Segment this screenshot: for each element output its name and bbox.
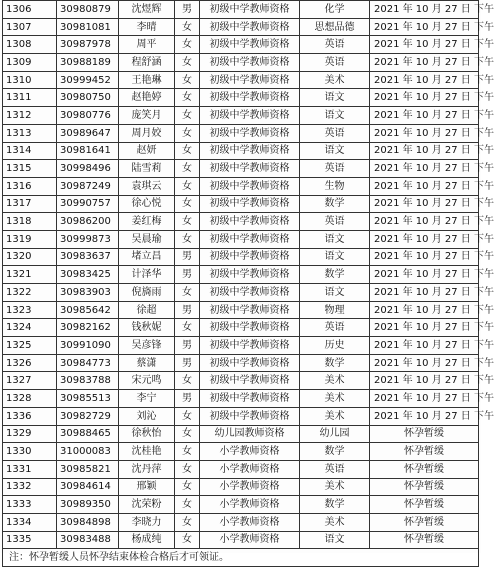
exam-id-cell: 30980776 <box>57 107 119 125</box>
qualification-cell: 初级中学教师资格 <box>200 71 300 89</box>
name-cell: 李宁 <box>119 390 175 408</box>
qualification-cell: 初级中学教师资格 <box>200 54 300 72</box>
name-cell: 周平 <box>119 36 175 54</box>
subject-cell: 语文 <box>300 89 370 107</box>
qualification-cell: 初级中学教师资格 <box>200 284 300 302</box>
name-cell: 王艳琳 <box>119 71 175 89</box>
row-number-cell: 1306 <box>3 1 57 19</box>
table-row <box>3 36 479 54</box>
exam-id-cell: 30999452 <box>57 71 119 89</box>
name-cell: 倪旖雨 <box>119 284 175 302</box>
table-row <box>3 496 479 514</box>
exam-id-cell: 30986200 <box>57 213 119 231</box>
qualification-cell: 初级中学教师资格 <box>200 1 300 19</box>
qualification-cell: 初级中学教师资格 <box>200 177 300 195</box>
subject-cell: 物理 <box>300 301 370 319</box>
date-cell: 怀孕暂缓 <box>370 531 479 549</box>
subject-cell: 英语 <box>300 213 370 231</box>
row-number-cell: 1307 <box>3 18 57 36</box>
subject-cell: 生物 <box>300 177 370 195</box>
subject-cell: 英语 <box>300 36 370 54</box>
name-cell: 吴晨瑜 <box>119 230 175 248</box>
sex-cell: 女 <box>175 478 200 496</box>
row-number-cell: 1320 <box>3 248 57 266</box>
qualification-cell: 初级中学教师资格 <box>200 301 300 319</box>
table-row <box>3 319 479 337</box>
name-cell: 徐秋怡 <box>119 425 175 443</box>
subject-cell: 数学 <box>300 443 370 461</box>
sex-cell: 女 <box>175 71 200 89</box>
table-row <box>3 284 479 302</box>
subject-cell: 英语 <box>300 54 370 72</box>
subject-cell: 思想品德 <box>300 18 370 36</box>
subject-cell: 英语 <box>300 160 370 178</box>
sex-cell: 女 <box>175 284 200 302</box>
qualification-cell: 小学教师资格 <box>200 496 300 514</box>
date-cell: 2021 年 10 月 27 日 下午 <box>370 284 479 302</box>
exam-id-cell: 30984898 <box>57 513 119 531</box>
name-cell: 吴彦锋 <box>119 337 175 355</box>
sex-cell: 女 <box>175 443 200 461</box>
table-row <box>3 390 479 408</box>
date-cell: 2021 年 10 月 27 日 下午 <box>370 107 479 125</box>
exam-id-cell: 30989647 <box>57 124 119 142</box>
exam-id-cell: 30998496 <box>57 160 119 178</box>
row-number-cell: 1331 <box>3 460 57 478</box>
exam-id-cell: 30985513 <box>57 390 119 408</box>
exam-id-cell: 30987978 <box>57 36 119 54</box>
sex-cell: 女 <box>175 195 200 213</box>
date-cell: 2021 年 10 月 27 日 下午 <box>370 89 479 107</box>
name-cell: 钱秋妮 <box>119 319 175 337</box>
date-cell: 怀孕暂缓 <box>370 460 479 478</box>
row-number-cell: 1324 <box>3 319 57 337</box>
qualification-cell: 小学教师资格 <box>200 460 300 478</box>
row-number-cell: 1317 <box>3 195 57 213</box>
sex-cell: 女 <box>175 425 200 443</box>
name-cell: 计泽华 <box>119 266 175 284</box>
name-cell: 袁琪云 <box>119 177 175 195</box>
qualification-cell: 初级中学教师资格 <box>200 160 300 178</box>
row-number-cell: 1308 <box>3 36 57 54</box>
subject-cell: 语文 <box>300 531 370 549</box>
subject-cell: 幼儿园 <box>300 425 370 443</box>
table-row <box>3 18 479 36</box>
subject-cell: 语文 <box>300 142 370 160</box>
subject-cell: 美术 <box>300 513 370 531</box>
row-number-cell: 1326 <box>3 354 57 372</box>
date-cell: 2021 年 10 月 27 日 下午 <box>370 407 479 425</box>
exam-id-cell: 30988189 <box>57 54 119 72</box>
table-row <box>3 107 479 125</box>
table-row <box>3 478 479 496</box>
name-cell: 沈煜辉 <box>119 1 175 19</box>
name-cell: 李晴 <box>119 18 175 36</box>
subject-cell: 数学 <box>300 266 370 284</box>
qualification-cell: 初级中学教师资格 <box>200 195 300 213</box>
sex-cell: 男 <box>175 266 200 284</box>
sex-cell: 男 <box>175 337 200 355</box>
date-cell: 怀孕暂缓 <box>370 443 479 461</box>
date-cell: 怀孕暂缓 <box>370 513 479 531</box>
row-number-cell: 1318 <box>3 213 57 231</box>
sex-cell: 女 <box>175 124 200 142</box>
row-number-cell: 1332 <box>3 478 57 496</box>
qualification-cell: 初级中学教师资格 <box>200 107 300 125</box>
date-cell: 2021 年 10 月 27 日 下午 <box>370 390 479 408</box>
table-row <box>3 230 479 248</box>
sex-cell: 女 <box>175 160 200 178</box>
table-row <box>3 513 479 531</box>
subject-cell: 历史 <box>300 337 370 355</box>
qualification-cell: 小学教师资格 <box>200 478 300 496</box>
qualification-cell: 初级中学教师资格 <box>200 89 300 107</box>
subject-cell: 英语 <box>300 124 370 142</box>
footnote: 注：怀孕暂缓人员怀孕结束体检合格后才可领证。 <box>3 549 479 567</box>
qualification-cell: 初级中学教师资格 <box>200 319 300 337</box>
row-number-cell: 1314 <box>3 142 57 160</box>
row-number-cell: 1334 <box>3 513 57 531</box>
subject-cell: 美术 <box>300 478 370 496</box>
date-cell: 2021 年 10 月 27 日 下午 <box>370 1 479 19</box>
date-cell: 2021 年 10 月 27 日 下午 <box>370 160 479 178</box>
subject-cell: 美术 <box>300 372 370 390</box>
name-cell: 沈荣粉 <box>119 496 175 514</box>
exam-id-cell: 30983488 <box>57 531 119 549</box>
qualification-cell: 初级中学教师资格 <box>200 18 300 36</box>
date-cell: 2021 年 10 月 27 日 下午 <box>370 54 479 72</box>
subject-cell: 美术 <box>300 407 370 425</box>
subject-cell: 语文 <box>300 230 370 248</box>
subject-cell: 化学 <box>300 1 370 19</box>
name-cell: 邢颖 <box>119 478 175 496</box>
sex-cell: 女 <box>175 319 200 337</box>
exam-id-cell: 30988465 <box>57 425 119 443</box>
exam-id-cell: 30981641 <box>57 142 119 160</box>
table-row <box>3 160 479 178</box>
exam-id-cell: 30989350 <box>57 496 119 514</box>
subject-cell: 英语 <box>300 460 370 478</box>
sex-cell: 女 <box>175 177 200 195</box>
date-cell: 怀孕暂缓 <box>370 496 479 514</box>
exam-id-cell: 30987249 <box>57 177 119 195</box>
name-cell: 沈桂艳 <box>119 443 175 461</box>
name-cell: 堵立昌 <box>119 248 175 266</box>
exam-id-cell: 30984773 <box>57 354 119 372</box>
date-cell: 2021 年 10 月 27 日 下午 <box>370 337 479 355</box>
exam-id-cell: 30980879 <box>57 1 119 19</box>
name-cell: 徐超 <box>119 301 175 319</box>
results-table <box>2 0 494 567</box>
sex-cell: 女 <box>175 36 200 54</box>
exam-id-cell: 30991090 <box>57 337 119 355</box>
sex-cell: 女 <box>175 460 200 478</box>
table-row <box>3 71 479 89</box>
sex-cell: 女 <box>175 54 200 72</box>
row-number-cell: 1323 <box>3 301 57 319</box>
date-cell: 2021 年 10 月 27 日 下午 <box>370 230 479 248</box>
sex-cell: 女 <box>175 107 200 125</box>
name-cell: 程舒涵 <box>119 54 175 72</box>
subject-cell: 语文 <box>300 248 370 266</box>
table-row <box>3 89 479 107</box>
qualification-cell: 初级中学教师资格 <box>200 213 300 231</box>
exam-id-cell: 30990757 <box>57 195 119 213</box>
sex-cell: 女 <box>175 531 200 549</box>
name-cell: 宋元鸣 <box>119 372 175 390</box>
row-number-cell: 1336 <box>3 407 57 425</box>
table-row <box>3 354 479 372</box>
name-cell: 蔡潇 <box>119 354 175 372</box>
table-row <box>3 425 479 443</box>
qualification-cell: 初级中学教师资格 <box>200 354 300 372</box>
date-cell: 2021 年 10 月 27 日 下午 <box>370 354 479 372</box>
exam-id-cell: 30983425 <box>57 266 119 284</box>
name-cell: 陆雪莉 <box>119 160 175 178</box>
table-row <box>3 266 479 284</box>
sex-cell: 男 <box>175 248 200 266</box>
subject-cell: 数学 <box>300 354 370 372</box>
table-row <box>3 337 479 355</box>
table-row <box>3 54 479 72</box>
subject-cell: 美术 <box>300 71 370 89</box>
sex-cell: 男 <box>175 354 200 372</box>
row-number-cell: 1312 <box>3 107 57 125</box>
name-cell: 周月姣 <box>119 124 175 142</box>
exam-id-cell: 30985642 <box>57 301 119 319</box>
table-row <box>3 407 479 425</box>
table-row <box>3 531 479 549</box>
row-number-cell: 1310 <box>3 71 57 89</box>
subject-cell: 语文 <box>300 284 370 302</box>
row-number-cell: 1309 <box>3 54 57 72</box>
date-cell: 2021 年 10 月 27 日 下午 <box>370 36 479 54</box>
exam-id-cell: 30983637 <box>57 248 119 266</box>
table-body <box>3 1 494 567</box>
sex-cell: 女 <box>175 213 200 231</box>
date-cell: 2021 年 10 月 27 日 下午 <box>370 266 479 284</box>
name-cell: 赵妍 <box>119 142 175 160</box>
sex-cell: 男 <box>175 301 200 319</box>
name-cell: 刘沁 <box>119 407 175 425</box>
qualification-cell: 初级中学教师资格 <box>200 337 300 355</box>
date-cell: 怀孕暂缓 <box>370 425 479 443</box>
qualification-cell: 初级中学教师资格 <box>200 124 300 142</box>
date-cell: 2021 年 10 月 27 日 下午 <box>370 177 479 195</box>
table-row <box>3 195 479 213</box>
exam-id-cell: 30983903 <box>57 284 119 302</box>
subject-cell: 美术 <box>300 390 370 408</box>
exam-id-cell: 30985821 <box>57 460 119 478</box>
sex-cell: 女 <box>175 407 200 425</box>
note-row <box>3 549 479 567</box>
row-number-cell: 1325 <box>3 337 57 355</box>
date-cell: 2021 年 10 月 27 日 下午 <box>370 124 479 142</box>
qualification-cell: 初级中学教师资格 <box>200 407 300 425</box>
qualification-cell: 初级中学教师资格 <box>200 142 300 160</box>
name-cell: 杨成纯 <box>119 531 175 549</box>
row-number-cell: 1327 <box>3 372 57 390</box>
name-cell: 姜红梅 <box>119 213 175 231</box>
date-cell: 2021 年 10 月 27 日 下午 <box>370 319 479 337</box>
qualification-cell: 初级中学教师资格 <box>200 266 300 284</box>
row-number-cell: 1333 <box>3 496 57 514</box>
row-number-cell: 1319 <box>3 230 57 248</box>
row-number-cell: 1315 <box>3 160 57 178</box>
qualification-cell: 初级中学教师资格 <box>200 36 300 54</box>
exam-id-cell: 30980750 <box>57 89 119 107</box>
sex-cell: 女 <box>175 18 200 36</box>
qualification-cell: 小学教师资格 <box>200 443 300 461</box>
sex-cell: 女 <box>175 230 200 248</box>
row-number-cell: 1330 <box>3 443 57 461</box>
exam-id-cell: 31000083 <box>57 443 119 461</box>
table-row <box>3 248 479 266</box>
qualification-cell: 初级中学教师资格 <box>200 372 300 390</box>
exam-id-cell: 30981081 <box>57 18 119 36</box>
qualification-cell: 小学教师资格 <box>200 531 300 549</box>
date-cell: 2021 年 10 月 27 日 下午 <box>370 142 479 160</box>
table-row <box>3 372 479 390</box>
date-cell: 2021 年 10 月 27 日 下午 <box>370 18 479 36</box>
table-row <box>3 124 479 142</box>
table-row <box>3 301 479 319</box>
date-cell: 2021 年 10 月 27 日 下午 <box>370 195 479 213</box>
table-row <box>3 213 479 231</box>
exam-id-cell: 30982162 <box>57 319 119 337</box>
sex-cell: 男 <box>175 390 200 408</box>
sex-cell: 男 <box>175 1 200 19</box>
exam-id-cell: 30984614 <box>57 478 119 496</box>
name-cell: 徐心悦 <box>119 195 175 213</box>
row-number-cell: 1316 <box>3 177 57 195</box>
sex-cell: 女 <box>175 372 200 390</box>
sex-cell: 女 <box>175 513 200 531</box>
qualification-cell: 幼儿园教师资格 <box>200 425 300 443</box>
row-number-cell: 1311 <box>3 89 57 107</box>
qualification-cell: 初级中学教师资格 <box>200 230 300 248</box>
table-row <box>3 177 479 195</box>
subject-cell: 语文 <box>300 107 370 125</box>
sex-cell: 女 <box>175 496 200 514</box>
table-row <box>3 142 479 160</box>
qualification-cell: 初级中学教师资格 <box>200 390 300 408</box>
date-cell: 2021 年 10 月 27 日 下午 <box>370 372 479 390</box>
qualification-cell: 小学教师资格 <box>200 513 300 531</box>
date-cell: 2021 年 10 月 27 日 下午 <box>370 248 479 266</box>
date-cell: 2021 年 10 月 27 日 下午 <box>370 71 479 89</box>
row-number-cell: 1322 <box>3 284 57 302</box>
row-number-cell: 1328 <box>3 390 57 408</box>
row-number-cell: 1329 <box>3 425 57 443</box>
exam-id-cell: 30999873 <box>57 230 119 248</box>
date-cell: 2021 年 10 月 27 日 下午 <box>370 301 479 319</box>
name-cell: 李晓力 <box>119 513 175 531</box>
qualification-cell: 初级中学教师资格 <box>200 248 300 266</box>
row-number-cell: 1335 <box>3 531 57 549</box>
name-cell: 赵艳婷 <box>119 89 175 107</box>
row-number-cell: 1313 <box>3 124 57 142</box>
table-row <box>3 443 479 461</box>
table-row <box>3 460 479 478</box>
name-cell: 沈丹萍 <box>119 460 175 478</box>
exam-id-cell: 30982729 <box>57 407 119 425</box>
subject-cell: 数学 <box>300 195 370 213</box>
date-cell: 2021 年 10 月 27 日 下午 <box>370 213 479 231</box>
sex-cell: 女 <box>175 89 200 107</box>
name-cell: 庞笑月 <box>119 107 175 125</box>
subject-cell: 数学 <box>300 496 370 514</box>
exam-id-cell: 30983788 <box>57 372 119 390</box>
subject-cell: 英语 <box>300 319 370 337</box>
table-row <box>3 1 479 19</box>
sex-cell: 女 <box>175 142 200 160</box>
row-number-cell: 1321 <box>3 266 57 284</box>
date-cell: 怀孕暂缓 <box>370 478 479 496</box>
